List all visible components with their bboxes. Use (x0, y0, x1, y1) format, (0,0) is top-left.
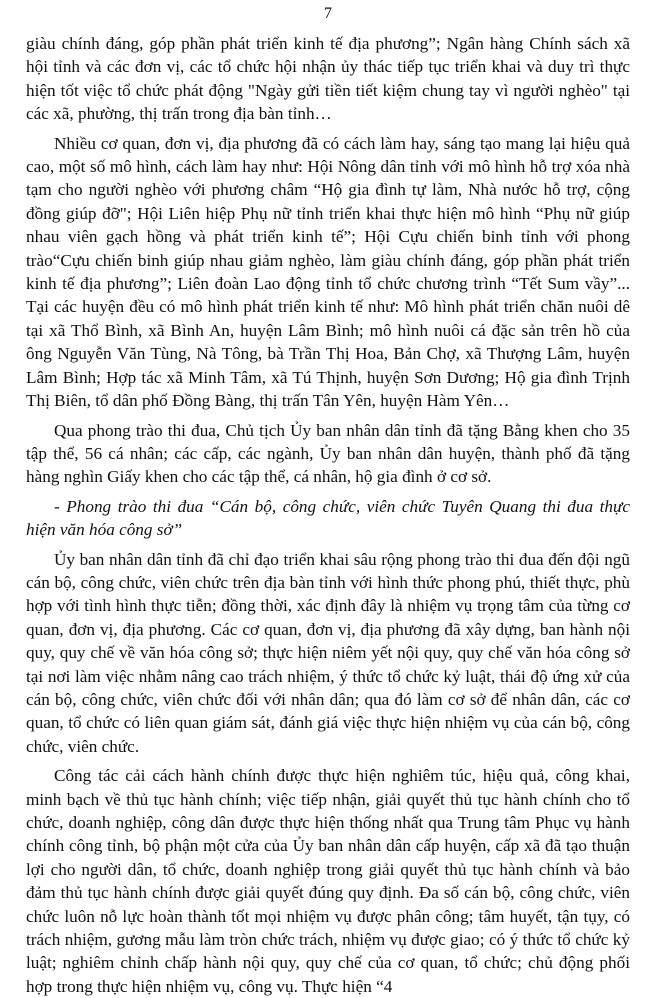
paragraph-awards: Qua phong trào thi đua, Chủ tịch Ủy ban nhân dân tỉnh đã tặng Bằng khen cho 35 tập thể, 56 cá nhân; các cấp, các ngành, Ủy ban nhân dân huyện, thành phố đã tặng hàng nghìn Giấy khen cho các tập thể, cá nhân, hộ gia đình ở cơ sở. (26, 420, 630, 487)
paragraph-admin-reform: Công tác cải cách hành chính được thực hiện nghiêm túc, hiệu quả, công khai, minh bạch về thủ tục hành chính; việc tiếp nhận, giải quyết thủ tục hành chính cho tổ chức, doanh nghiệp, công dân được thực hiện thống nhất qua Trung tâm Phục vụ hành chính công tỉnh, bộ phận một cửa của Ủy ban nhân dân cấp huyện, cấp xã đã tạo thuận lợi cho người dân, tổ chức, doanh nghiệp trong giải quyết thủ tục hành chính và bảo đảm thủ tục hành chính được giải quyết đúng quy định. Đa số cán bộ, công chức, viên chức luôn nỗ lực hoàn thành tốt mọi nhiệm vụ được phân công; tâm huyết, tận tụy, có trách nhiệm, gương mẫu làm tròn chức trách, nhiệm vụ được giao; có ý thức tổ chức kỷ luật; nghiêm chỉnh chấp hành nội quy, quy chế của cơ quan, tổ chức; chủ động phối hợp trong thực hiện nhiệm vụ, công vụ. Thực hiện “4 (26, 766, 630, 996)
paragraph-office-culture: Ủy ban nhân dân tỉnh đã chỉ đạo triển khai sâu rộng phong trào thi đua đến đội ngũ cán bộ, công chức, viên chức trên địa bàn tỉnh với hình thức phong phú, thiết thực, phù hợp với tình hình thực tiễn; đồng thời, xác định đây là nhiệm vụ trọng tâm của từng cơ quan, đơn vị, địa phương. Các cơ quan, đơn vị, địa phương đã xây dựng, ban hành nội quy, quy chế về văn hóa công sở; thực hiện niêm yết nội quy, quy chế văn hóa công sở tại nơi làm việc nhằm nâng cao trách nhiệm, ý thức tổ chức kỷ luật, thái độ ứng xử của cán bộ, công chức, viên chức đối với nhân dân; qua đó làm cơ sở để nhân dân, các cơ quan, tổ chức có liên quan giám sát, đánh giá việc thực hiện nhiệm vụ của cán bộ, công chức, viên chức. (26, 549, 630, 756)
paragraph-models: Nhiều cơ quan, đơn vị, địa phương đã có cách làm hay, sáng tạo mang lại hiệu quả cao, một số mô hình, cách làm hay như: Hội Nông dân tỉnh với mô hình hỗ trợ xóa nhà tạm cho người nghèo với phương châm “Hộ gia đình tự làm, Nhà nước hỗ trợ, cộng đồng giúp đỡ"; Hội Liên hiệp Phụ nữ tỉnh triển khai thực hiện mô hình “Phụ nữ giúp nhau viên gạch hồng và phát triển kinh tế”; Hội Cựu chiến binh tỉnh với phong trào“Cựu chiến binh giúp nhau giảm nghèo, làm giàu chính đáng, góp phần phát triển kinh tế địa phương”; Liên đoàn Lao động tỉnh tổ chức chương trình “Tết Sum vầy”... Tại các huyện đều có mô hình phát triển kinh tế như: Mô hình phát triển chăn nuôi dê tại xã Thổ Bình, xã Bình An, huyện Lâm Bình; mô hình nuôi cá đặc sản trên hồ của ông Nguyễn Văn Tùng, Nà Tông, bà Trần Thị Hoa, Bản Chợ, xã Thượng Lâm, huyện Lâm Bình; Hợp tác xã Minh Tâm, xã Tú Thịnh, huyện Sơn Dương; Hộ gia đình Trịnh Thị Biên, tổ dân phố Đồng Bàng, thị trấn Tân Yên, huyện Hàm Yên… (26, 133, 630, 411)
paragraph-continuation: giàu chính đáng, góp phần phát triển kinh tế địa phương”; Ngân hàng Chính sách xã hội tỉnh và các đơn vị, các tổ chức hội nhận ủy thác tiếp tục triển khai và duy trì thực hiện tốt việc tổ chức phát động "Ngày gửi tiền tiết kiệm chung tay vì người nghèo" tại các xã, phường, thị trấn trong địa bàn tỉnh… (26, 34, 630, 124)
page-number: 7 (324, 5, 332, 22)
section-heading: - Phong trào thi đua “Cán bộ, công chức, viên chức Tuyên Quang thi đua thực hiện văn hóa công sở” (26, 496, 630, 540)
